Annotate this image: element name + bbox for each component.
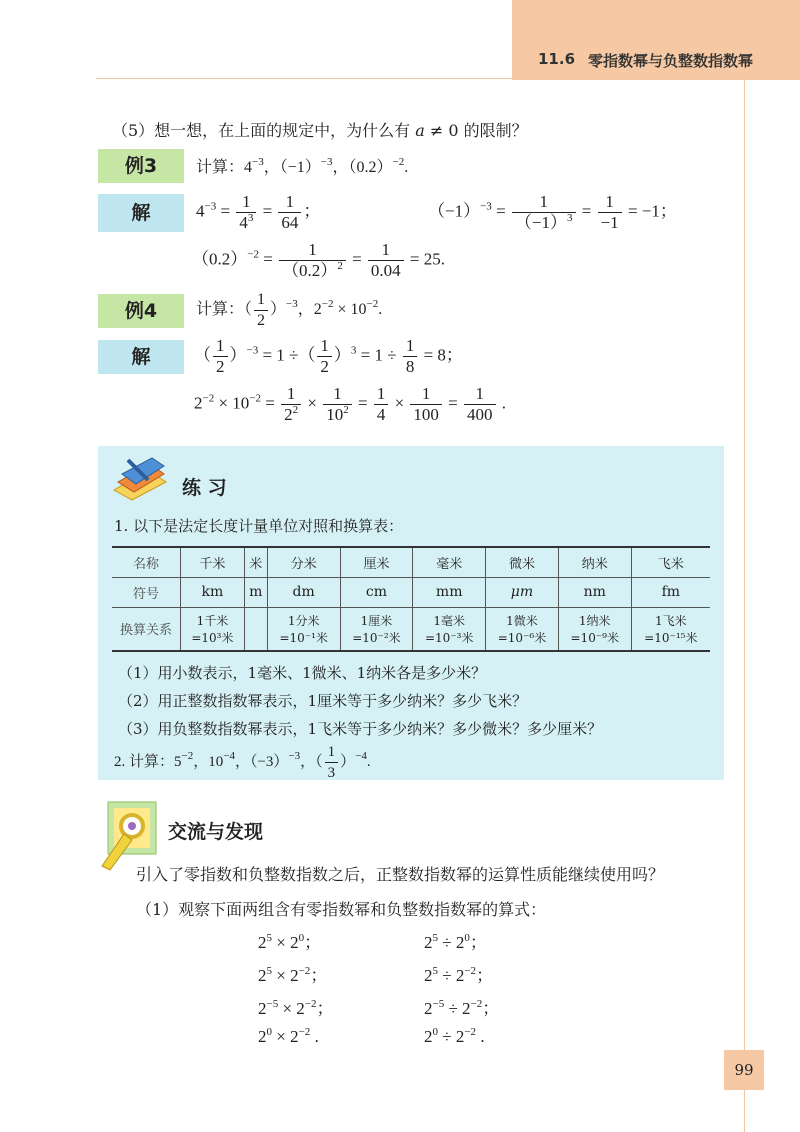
table-header-conversion: 换算关系 [112,607,181,651]
table-header-symbol: 符号 [112,577,181,607]
table-cell: cm [340,577,413,607]
discussion-title: 交流与发现 [168,821,264,843]
q5-text [112,118,528,141]
table-cell: 米 [244,547,267,577]
exercise-title: 练 习 [182,477,227,499]
solution3-line1a: $4^{-3}$ = $\frac{1}{4^3}$ = $\frac{1}{64}$ ； [196,192,321,232]
conv-top: 1厘米 [360,613,393,628]
example4-prompt: 计算： [196,301,245,319]
expr-right-1: $2^5 \div 2^0$； [424,932,487,952]
table-cell: 纳米 [558,547,631,577]
table-cell: mm [413,577,486,607]
exercise-q1-intro: 1. 以下是法定长度计量单位对照和换算表： [114,517,404,535]
discussion-sub1: （1）观察下面两组含有零指数幂和负整数指数幂的算式： [136,900,547,919]
expr-right-4: $2^0 \div 2^{-2}$ . [424,1026,485,1046]
conv-top: 1毫米 [433,613,466,628]
table-cell [340,607,413,651]
table-cell: 微米 [486,547,559,577]
table-cell [413,607,486,651]
example3-label: 例3 [98,149,184,183]
table-cell [631,607,710,651]
conv-bottom: =10⁻²米 [352,630,401,645]
conv-bottom: =10³米 [191,630,234,645]
solution3-label: 解 [98,194,184,232]
table-cell: km [181,577,245,607]
section-title: 零指数幂与负整数指数幂 [588,52,754,70]
conv-bottom: =10⁻³米 [424,630,474,645]
page-number: 99 [734,1061,754,1079]
solution4-label: 解 [98,340,184,374]
table-cell [267,607,340,651]
unit-table [112,546,710,652]
expr-left-3: $2^{-5} \times 2^{-2}$； [258,998,334,1018]
table-cell [558,607,631,651]
table-cell: dm [267,577,340,607]
table-row-names [112,547,710,577]
conv-bottom: =10⁻¹米 [279,630,328,645]
table-cell: 飞米 [657,556,684,572]
table-cell: 分米 [267,547,340,577]
table-cell [244,607,267,651]
table-cell [181,607,245,651]
solution4-line2: $2^{-2} \times 10^{-2}$ = $\frac{1}{2^2}$ × $\frac{1}{10^2}$ = $\frac{1}{4}$ × $\frac{1}{100}$ = $\frac{1}{400}$ . [194,384,506,424]
expr-left-4: $2^0 \times 2^{-2}$ . [258,1026,319,1046]
header-rule [96,78,800,79]
expr-right-3: $2^{-5} \div 2^{-2}$； [424,998,500,1018]
solution3-line2: $(0.2)^{-2}$ = $\frac{1}{(0.2)^2}$ = $\frac{1}{0.04}$ = 25. [192,240,445,280]
table-row-conversion [112,607,710,651]
expr-left-2: $2^5 \times 2^{-2}$； [258,965,328,985]
example3-content: 计算：$4^{-3}$，$(-1)^{-3}$，$(0.2)^{-2}$. [196,156,409,176]
solution4-line1: （ $\frac{1}{2}$ ）$^{-3}$ = 1 ÷（ $\frac{1}{2}$ ）$^3$ = 1 ÷ $\frac{1}{8}$ = 8； [194,336,463,376]
example3-prompt: 计算： [196,159,245,176]
conv-bottom: =10⁻⁶米 [497,630,547,645]
table-cell: fm [661,584,681,600]
expr-right-2: $2^5 \div 2^{-2}$； [424,965,494,985]
table-cell [486,607,559,651]
expr-left-1: $2^5 \times 2^0$； [258,932,322,952]
solution3-line1b: $(-1)^{-3}$ = $\frac{1}{(-1)^3}$ = $\frac{1}{-1}$ = −1； [428,192,677,232]
table-cell: nm [558,577,631,607]
conv-top: 1微米 [506,613,538,628]
conv-top: 1分米 [287,613,320,628]
table-row-symbols [112,577,710,607]
exercise-sub2: （2）用正整数指数幂表示，1厘米等于多少纳米？多少飞米？ [118,692,528,710]
conv-top: 1飞米 [654,613,687,628]
table-cell: μm [486,577,559,607]
table-cell: 毫米 [413,547,486,577]
exercise-q2: 2. 计算：$5^{-2}$，$10^{-4}$，$(-3)^{-3}$，（ $\frac{1}{3}$ ）$^{-4}$. [114,744,371,781]
right-margin-line [744,78,745,1132]
discussion-intro: 引入了零指数和负整数指数之后，正整数指数幂的运算性质能继续使用吗？ [136,865,665,884]
books-pencil-icon [108,452,174,502]
exercise-sub1: （1）用小数表示，1毫米、1微米、1纳米各是多少米？ [118,664,487,682]
conv-top: 1纳米 [578,613,611,628]
q5-label: （5）想一想，在上面的规定中，为什么有 a ≠ 0 的限制？ [112,121,528,140]
table-cell: 千米 [181,547,245,577]
table-header-name: 名称 [112,547,181,577]
conv-bottom: =10⁻¹⁵米 [644,630,698,645]
example4-content: 计算：（ $\frac{1}{2}$ ）$^{-3}$，$2^{-2} \times 10^{-2}$. [196,291,383,329]
conv-bottom: =10⁻⁹米 [570,630,619,645]
example4-label: 例4 [98,294,184,328]
table-cell: 厘米 [340,547,413,577]
conv-top: 1千米 [196,613,229,628]
section-number: 11.6 [538,50,576,68]
exercise-sub3: （3）用负整数指数幂表示，1飞米等于多少纳米？多少微米？多少厘米？ [118,720,603,738]
table-cell: m [244,577,267,607]
